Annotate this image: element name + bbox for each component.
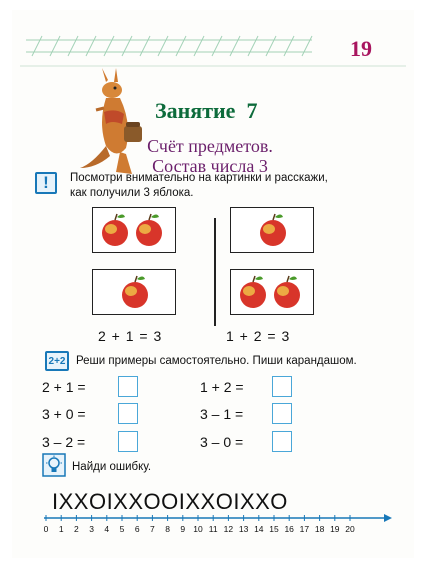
- number-line-label: 2: [74, 524, 79, 534]
- answer-box-2[interactable]: [118, 403, 138, 424]
- number-line-label: 16: [284, 524, 294, 534]
- answer-box-5[interactable]: [272, 403, 292, 424]
- number-line-label: 14: [254, 524, 264, 534]
- number-line-label: 0: [43, 524, 49, 534]
- example-5: 3 – 1 =: [200, 406, 244, 422]
- number-line-label: 3: [89, 524, 94, 534]
- answer-box-6[interactable]: [272, 431, 292, 452]
- number-line-label: 9: [180, 524, 186, 534]
- number-line-label: 18: [314, 524, 325, 534]
- picture-one-apple-bottom: [92, 269, 176, 315]
- example-6: 3 – 0 =: [200, 434, 244, 450]
- number-line-label: 8: [165, 524, 170, 534]
- answer-box-1[interactable]: [118, 376, 138, 397]
- task1-instruction: [70, 171, 328, 201]
- number-line-label: 7: [150, 524, 155, 534]
- number-line-label: 10: [193, 524, 203, 534]
- picture-two-apples: [92, 207, 176, 253]
- number-line-label: 5: [119, 524, 125, 534]
- example-3: 3 – 2 =: [42, 434, 86, 450]
- example-4: 1 + 2 =: [200, 379, 244, 395]
- apple-image: [231, 208, 315, 254]
- apple-icon: [240, 276, 266, 308]
- number-line-label: 19: [330, 524, 340, 534]
- number-line-label: 4: [104, 524, 110, 534]
- number-line-label: 13: [238, 524, 249, 534]
- apple-icon: [274, 276, 300, 308]
- number-line-label: 15: [269, 524, 279, 534]
- workbook-page: [12, 10, 414, 558]
- picture-two-apples-bottom: [230, 269, 314, 315]
- lesson-title: [155, 98, 257, 124]
- number-line-label: 11: [208, 524, 218, 534]
- equation-right: 1 + 2 = 3: [226, 328, 291, 344]
- task3-instruction: Найди ошибку.: [72, 461, 152, 473]
- example-2: 3 + 0 =: [42, 406, 86, 422]
- task1-text-line-1: Посмотри внимательно на картинки и расскажи,: [70, 172, 328, 184]
- apples-image: [93, 208, 177, 254]
- number-line: [44, 514, 392, 540]
- number-line-label: 1: [58, 524, 64, 534]
- apple-icon: [136, 214, 162, 246]
- topic-line-2: Состав числа 3: [152, 156, 268, 176]
- number-line-label: 12: [223, 524, 234, 534]
- task1-text-line-2: как получили 3 яблока.: [70, 187, 194, 199]
- apple-icon: [122, 276, 148, 308]
- apple-icon: [102, 214, 128, 246]
- apples-image: [231, 270, 315, 316]
- apple-image: [93, 270, 177, 316]
- lesson-word: Занятие: [155, 98, 236, 123]
- number-line-label: 20: [345, 524, 355, 534]
- apple-icon: [260, 214, 286, 246]
- number-line-label: 17: [299, 524, 310, 534]
- answer-box-4[interactable]: [272, 376, 292, 397]
- example-1: 2 + 1 =: [42, 379, 86, 395]
- page-number: 19: [350, 36, 372, 61]
- task2-instruction: Реши примеры самостоятельно. Пиши карандашом.: [76, 355, 357, 367]
- lesson-number: 7: [246, 98, 258, 123]
- equation-left: 2 + 1 = 3: [98, 328, 163, 344]
- topic-line-1: Счёт предметов.: [147, 136, 273, 156]
- attention-icon: !: [35, 172, 57, 194]
- answer-box-3[interactable]: [118, 431, 138, 452]
- math-task-icon: 2+2: [45, 351, 69, 371]
- number-line-label: 6: [134, 524, 140, 534]
- lightbulb-icon: [42, 453, 66, 477]
- topic-title: [130, 136, 290, 176]
- symbol-sequence: IXXOIXXOOIXXOIXXO: [52, 489, 288, 514]
- vertical-divider: [214, 218, 216, 326]
- picture-one-apple-top: [230, 207, 314, 253]
